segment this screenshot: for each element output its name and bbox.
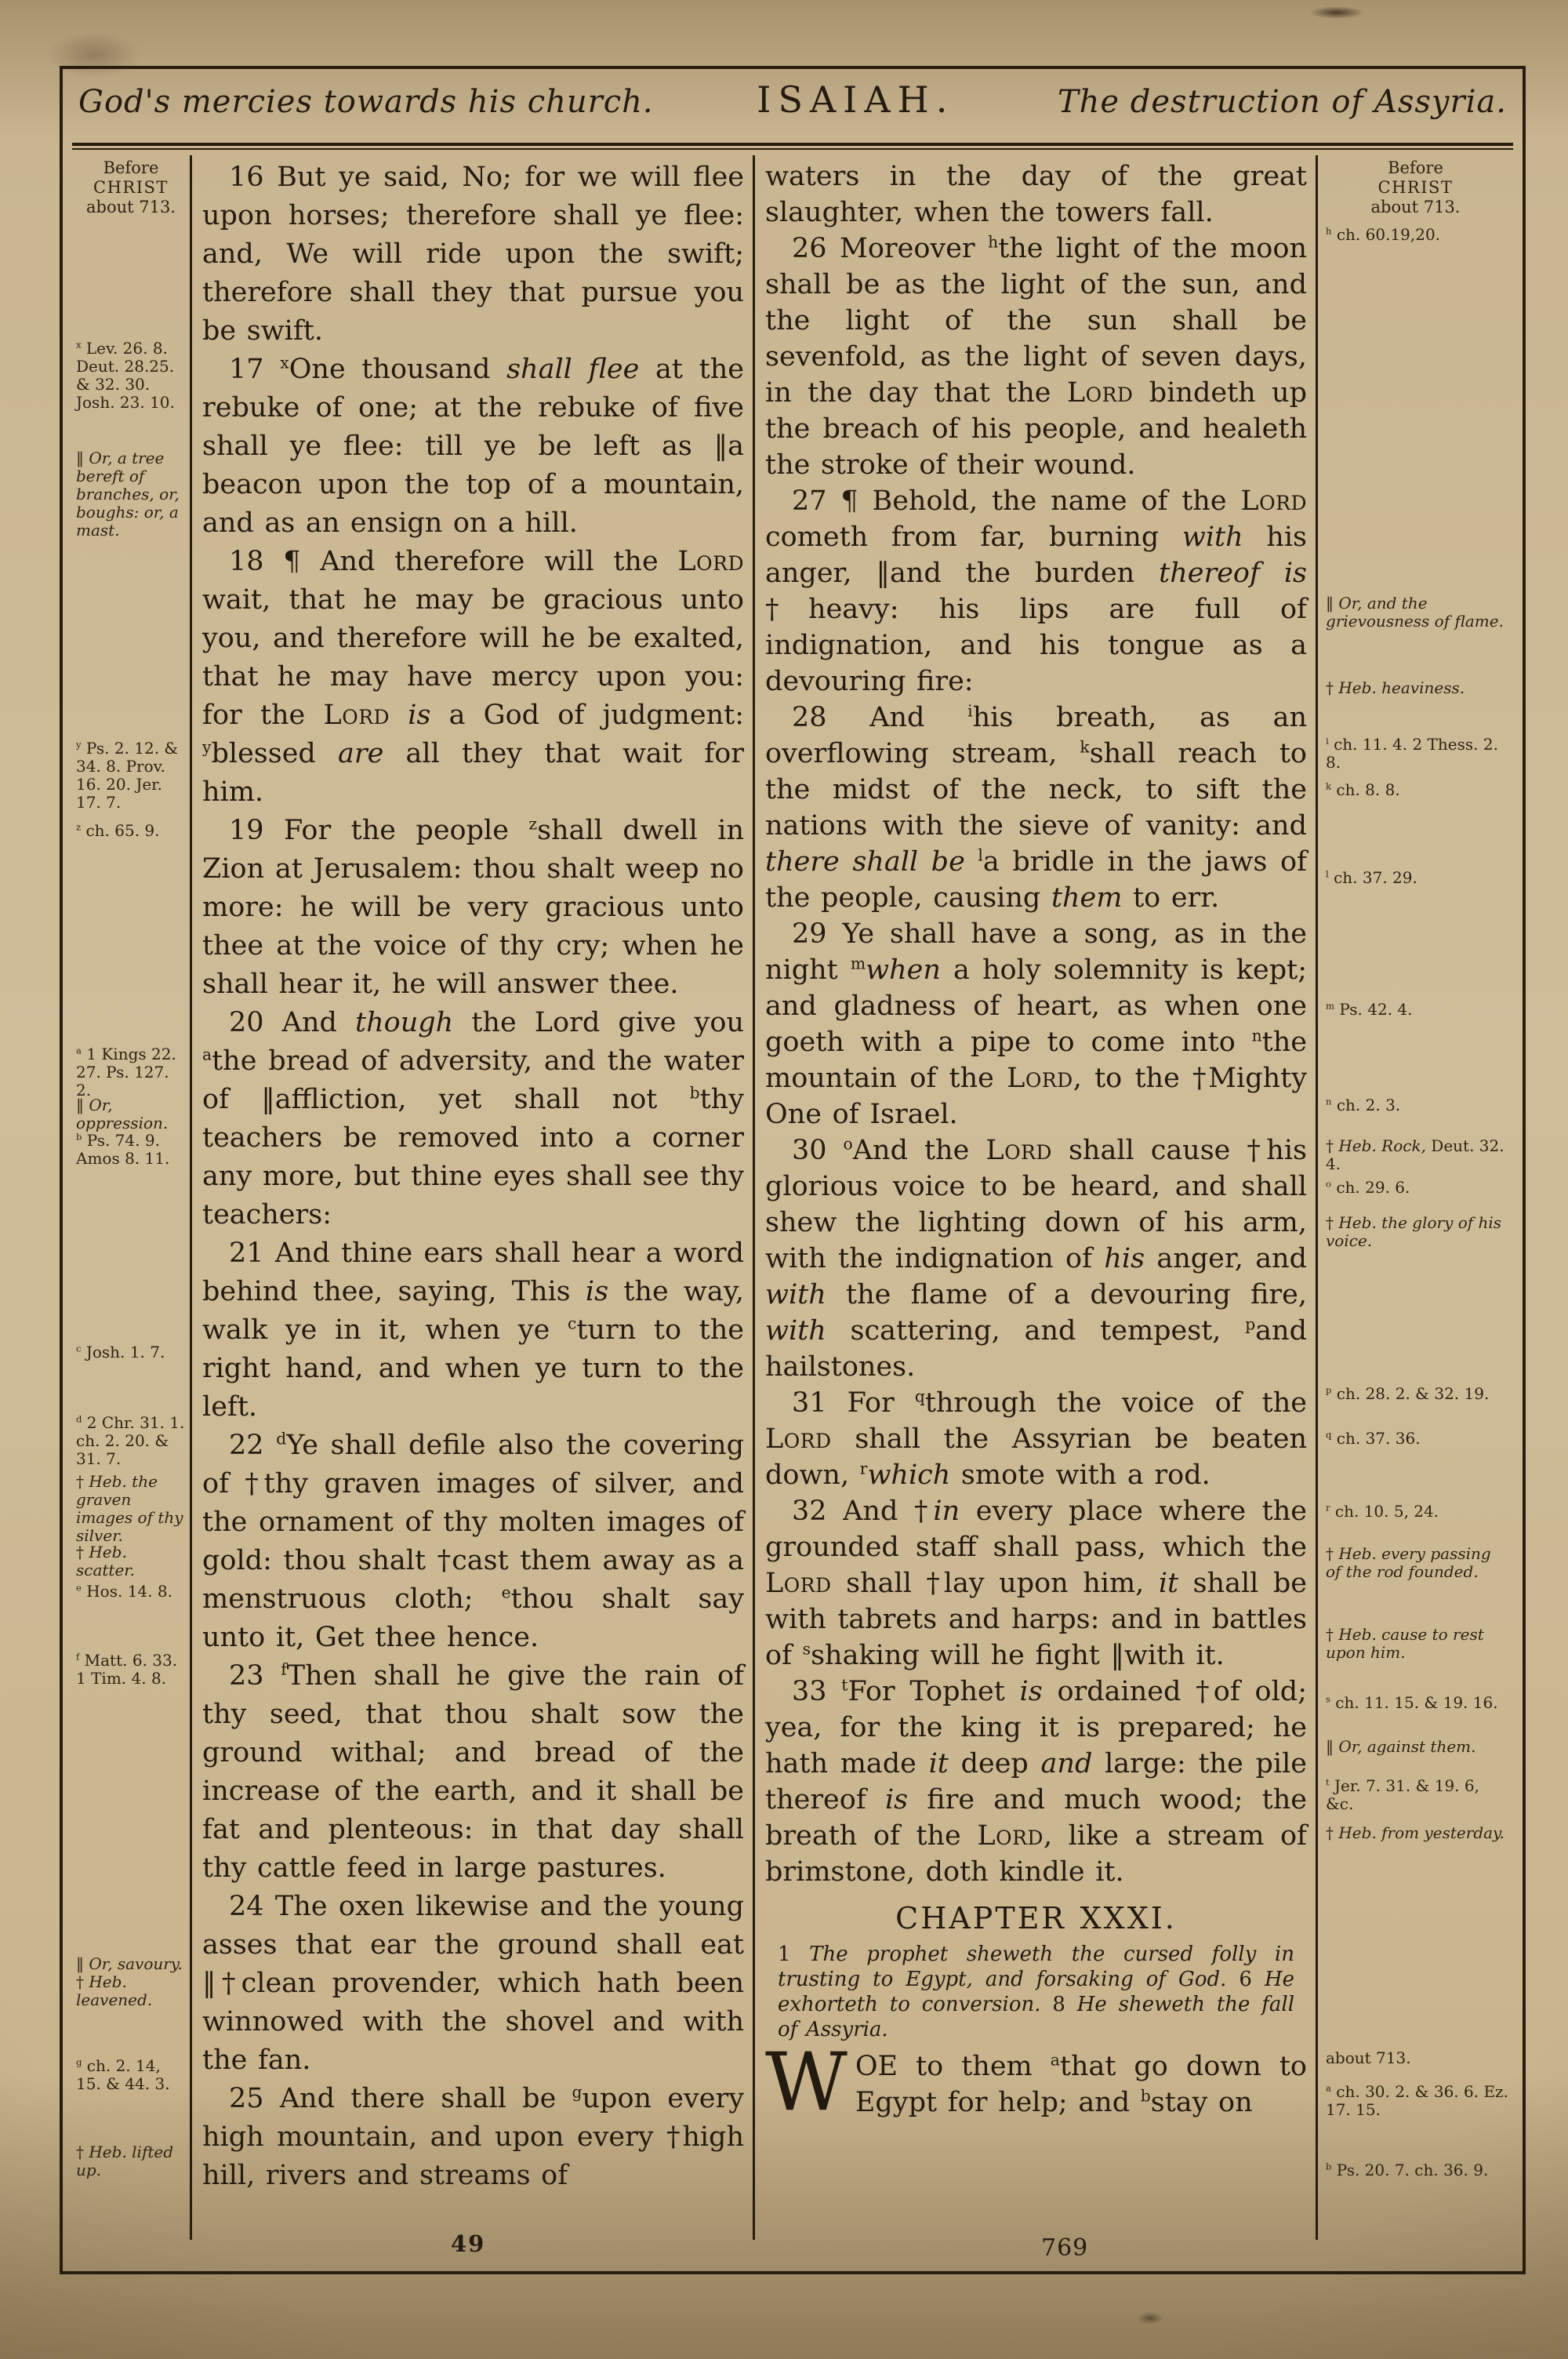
margin-note: about 713.	[1326, 2048, 1411, 2067]
verse-paragraph: 33 $^t$For Tophet is ordained †of old; yea, for the king it is prepared; he hath made it deep and large: the pile thereof is fire and much wood; the breath of the Lord, like a stream of brimstone, doth kindle it.	[765, 1675, 1307, 1888]
margin-note: $^e$ Hos. 14. 8.	[76, 1582, 172, 1601]
verse-paragraph: 19 For the people $^z$shall dwell in Zion at Jerusalem: thou shalt weep no more: he will be very gracious unto thee at the voice of thy cry; when he shall hear it, he will answer thee.	[202, 814, 744, 1000]
margin-note: ‖ Or, and the grievousness of flame.	[1326, 594, 1504, 631]
margin-note: $^x$ Lev. 26. 8. Deut. 28.25. & 32. 30. Josh. 23. 10.	[76, 339, 175, 412]
verse-paragraph: 20 And though the Lord give you $^a$the bread of adversity, and the water of ‖affliction, yet shall not $^b$thy teachers be removed into a corner any more, but thine eyes shall see thy teachers:	[202, 1007, 744, 1230]
verse-paragraph: 26 Moreover $^h$the light of the moon shall be as the light of the sun, and the light of the sun shall be sevenfold, as the light of seven days, in the day that the Lord bindeth up the breach of his people, and healeth the stroke of their wound.	[765, 232, 1307, 481]
margin-note: $^r$ ch. 10. 5, 24.	[1326, 1502, 1439, 1521]
margin-note: ‖ Or, oppression.	[76, 1096, 169, 1132]
verse-paragraph: 28 And $^i$his breath, as an overflowing stream, $^k$shall reach to the midst of the neck, to sift the nations with the sieve of vanity: and there shall be $^l$a bridle in the jaws of the people, causing them to err.	[765, 701, 1307, 914]
chapter-summary: 1 The prophet sheweth the cursed folly in trusting to Egypt, and forsaking of God. 6 He exhorteth to conversion. 8 He sheweth the fall of Assyria.	[778, 1943, 1295, 2041]
margin-note: † Heb. the graven images of thy silver.	[76, 1472, 183, 1545]
margin-note: † Heb. the glory of his voice.	[1326, 1213, 1502, 1250]
verse-paragraph: 27 ¶ Behold, the name of the Lord cometh from far, burning with his anger, ‖and the burden thereof is †heavy: his lips are full of indignation, and his tongue as a devouring fire:	[765, 485, 1307, 697]
margin-note: $^a$ ch. 30. 2. & 36. 6. Ez. 17. 15.	[1326, 2082, 1508, 2119]
margin-note: † Heb. scatter.	[76, 1543, 136, 1579]
verse-paragraph: 31 For $^q$through the voice of the Lord shall the Assyrian be beaten down, $^r$which smote with a rod.	[765, 1387, 1307, 1491]
margin-note: $^p$ ch. 28. 2. & 32. 19.	[1326, 1384, 1490, 1403]
margin-note: $^y$ Ps. 2. 12. & 34. 8. Prov. 16. 20. Jer. 17. 7.	[76, 739, 179, 812]
margin-note: $^f$ Matt. 6. 33. 1 Tim. 4. 8.	[76, 1651, 178, 1688]
margin-note: $^s$ ch. 11. 15. & 19. 16.	[1326, 1693, 1498, 1712]
margin-note: $^b$ Ps. 20. 7. ch. 36. 9.	[1326, 2161, 1489, 2179]
margin-note: $^a$ 1 Kings 22. 27. Ps. 127. 2.	[76, 1045, 176, 1100]
margin-note: ‖ Or, a tree bereft of branches, or, boughs: or, a mast.	[76, 449, 180, 540]
margin-note: † Heb. every passing of the rod founded.	[1326, 1544, 1491, 1581]
verse-paragraph: 21 And thine ears shall hear a word behind thee, saying, This is the way, walk ye in it, when ye $^c$turn to the right hand, and when ye turn to the left.	[202, 1238, 744, 1423]
margin-note: $^c$ Josh. 1. 7.	[76, 1343, 165, 1361]
verse-paragraph: 23 $^f$Then shall he give the rain of thy seed, that thou shalt sow the ground withal; and bread of the increase of the earth, and it shall be fat and plenteous: in that day shall thy cattle feed in large pastures.	[202, 1659, 744, 1884]
page-number: 769	[1041, 2234, 1089, 2262]
margin-note: $^q$ ch. 37. 36.	[1326, 1429, 1421, 1448]
before-christ-line: about 713.	[85, 198, 176, 216]
right-margin-column	[1318, 155, 1513, 2240]
page-body	[72, 155, 1513, 2240]
ink-smudge	[1137, 2312, 1163, 2324]
page-header	[78, 78, 1507, 130]
margin-note: $^b$ Ps. 74. 9. Amos 8. 11.	[76, 1131, 170, 1168]
margin-note: $^n$ ch. 2. 3.	[1326, 1096, 1401, 1114]
margin-note: † Heb. lifted up.	[76, 2143, 174, 2179]
margin-note: $^z$ ch. 65. 9.	[76, 821, 160, 840]
verse-paragraph: 22 $^d$Ye shall defile also the covering of †thy graven images of silver, and the ornament of thy molten images of gold: thou shalt †cast them away as a menstruous cloth; $^e$thou shalt say unto it, Get thee hence.	[202, 1429, 744, 1653]
margin-note: $^h$ ch. 60.19,20.	[1326, 225, 1441, 244]
margin-note: $^k$ ch. 8. 8.	[1326, 780, 1400, 799]
before-christ-line: CHRIST	[1377, 178, 1454, 197]
verse-paragraph: 32 And †in every place where the grounded staff shall pass, which the Lord shall †lay upon him, it shall be with tabrets and harps: and in battles of $^s$shaking will he fight ‖with it.	[765, 1496, 1307, 1671]
chapter-heading: CHAPTER XXXI.	[895, 1901, 1177, 1936]
left-margin-column	[72, 155, 190, 2240]
signature-mark: 49	[451, 2230, 486, 2257]
verse-paragraph: 18 ¶ And therefore will the Lord wait, that he may be gracious unto you, and therefore will he be exalted, that he may have mercy upon you: for the Lord is a God of judgment: $^y$blessed are all they that wait for him.	[202, 546, 744, 808]
margin-note: ‖ Or, savoury. † Heb. leavened.	[76, 1954, 183, 2009]
margin-note: $^g$ ch. 2. 14, 15. & 44. 3.	[76, 2056, 170, 2093]
ink-smudge	[1309, 6, 1364, 19]
before-christ-line: CHRIST	[93, 178, 169, 197]
verse-paragraph: 17 $^x$One thousand shall flee at the rebuke of one; at the rebuke of five shall ye flee: till ye be left as ‖a beacon upon the top of a mountain, and as an ensign on a hill.	[202, 353, 744, 539]
margin-note: † Heb. cause to rest upon him.	[1326, 1625, 1484, 1662]
page-border-frame	[60, 66, 1526, 2274]
margin-note: $^l$ ch. 37. 29.	[1326, 868, 1417, 887]
verse-paragraph: 25 And there shall be $^g$upon every high mountain, and upon every †high hill, rivers and streams of	[202, 2082, 745, 2191]
verse-paragraph: 24 The oxen likewise and the young asses that ear the ground shall eat ‖†clean provender, which hath been winnowed with the shovel and with the fan.	[202, 1891, 744, 2076]
text-column-1	[192, 155, 753, 2240]
book-title: ISAIAH.	[757, 78, 955, 121]
margin-note: $^o$ ch. 29. 6.	[1326, 1178, 1410, 1197]
drop-cap: W	[765, 2036, 848, 2129]
text-column-2	[755, 155, 1316, 2240]
margin-note: † Heb. from yesterday.	[1326, 1823, 1505, 1842]
margin-note: ‖ Or, against them.	[1326, 1737, 1476, 1756]
before-christ-line: Before	[1388, 158, 1443, 177]
margin-note: $^d$ 2 Chr. 31. 1. ch. 2. 20. & 31. 7.	[76, 1413, 185, 1468]
margin-note: † Heb. heaviness.	[1326, 678, 1465, 697]
margin-note: $^m$ Ps. 42. 4.	[1326, 1000, 1413, 1019]
running-head-left: God's mercies towards his church.	[78, 84, 654, 120]
margin-note: $^i$ ch. 11. 4. 2 Thess. 2. 8.	[1326, 735, 1498, 772]
verse-paragraph: 16 But ye said, No; for we will flee upon horses; therefore shall ye flee: and, We will ride upon the swift; therefore shall they that pursue you be swift.	[202, 162, 744, 347]
verse-paragraph: 29 Ye shall have a song, as in the night $^m$when a holy solemnity is kept; and gladness of heart, as when one goeth with a pipe to come into $^n$the mountain of the Lord, to the †Mighty One of Israel.	[765, 918, 1307, 1130]
margin-note: † Heb. Rock, Deut. 32. 4.	[1326, 1136, 1504, 1173]
verse-continuation: waters in the day of the great slaughter, when the towers fall.	[765, 161, 1307, 228]
before-christ-date-right	[1318, 158, 1513, 217]
running-head-right: The destruction of Assyria.	[1057, 84, 1507, 120]
header-double-rule	[72, 143, 1513, 150]
before-christ-date-left	[72, 158, 190, 217]
margin-note: $^t$ Jer. 7. 31. & 19. 6, &c.	[1326, 1776, 1479, 1813]
verse-paragraph: 30 $^o$And the Lord shall cause †his glorious voice to be heard, and shall shew the lighting down of his arm, with the indignation of his anger, and with the flame of a devouring fire, with scattering, and tempest, $^p$and hailstones.	[765, 1134, 1308, 1383]
before-christ-line: about 713.	[1370, 198, 1461, 216]
before-christ-line: Before	[103, 158, 159, 177]
verse-paragraph-dropcap: WOE to them $^a$that go down to Egypt for help; and $^b$stay on	[765, 2036, 1307, 2129]
